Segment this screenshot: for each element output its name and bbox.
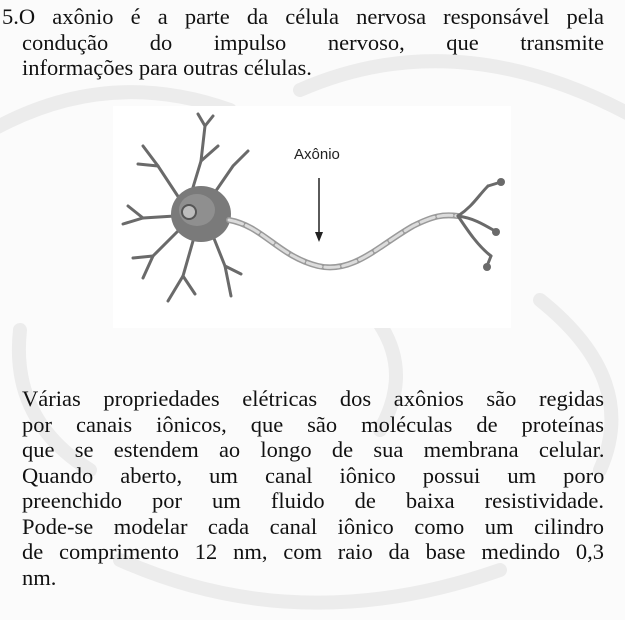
- body-line: Pode-se modelar cada canal iônico como um cilindro: [22, 513, 604, 539]
- body-line: por canais iônicos, que são moléculas de proteínas: [22, 411, 604, 437]
- body-line: nm.: [22, 564, 57, 590]
- question-line: informações para outras células.: [22, 55, 312, 80]
- body-line: Quando aberto, um canal iônico possui um poro: [22, 462, 605, 488]
- question-intro: [2, 4, 604, 81]
- body-line: de comprimento 12 nm, com raio da base medindo 0,3: [22, 539, 604, 564]
- axon-label: Axônio: [294, 146, 340, 163]
- question-line: condução do impulso nervoso, que transmite: [22, 29, 604, 55]
- question-line: 5.O axônio é a parte da célula nervosa responsável pela: [2, 4, 604, 29]
- body-line: que se estendem ao longo de sua membrana celular.: [22, 437, 605, 462]
- question-body: [22, 386, 604, 590]
- neuron-illustration: [113, 106, 511, 328]
- neuron-figure: [113, 106, 511, 328]
- body-line: preenchido por um fluido de baixa resistividade.: [22, 488, 604, 513]
- body-line: Várias propriedades elétricas dos axônios são regidas: [22, 386, 604, 411]
